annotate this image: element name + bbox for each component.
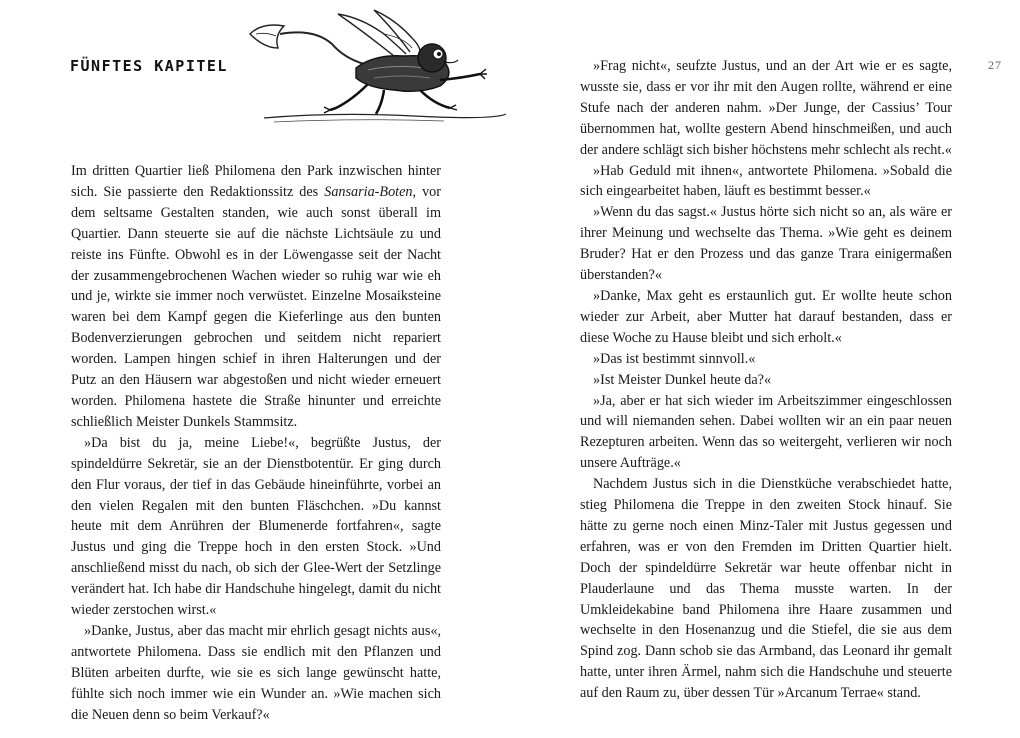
right-page-body-text [580,56,952,704]
paragraph [71,433,441,621]
text-span: »Wenn du das sagst.« Justus hörte sich nicht so an, als wäre er ihrer Meinung und wechselte das Thema. »Wie geht es deinem Bruder? Hat er den Prozess und das ganze Trara einigermaßen überstanden?« [580,204,952,284]
text-span: Nachdem Justus sich in die Dienstküche verabschiedet hatte, stieg Philomena die Treppe in den zweiten Stock hinauf. Sie hätte zu gerne noch einen Minz-Taler mit Justus gegessen und erfahren, was er von den Fremden im Dritten Quartier hielt. Doch der spindeldürre Sekretär war heute offenbar nicht in Plauderlaune und das Thema musste warten. In der Umkleidekabine band Philomena ihre Haare zusammen und wechselte in den Hosenanzug und die Stiefel, die sie aus dem Spind zog. Dann schob sie das Armband, das Leonard ihr gemalt hatte, unter ihren Ärmel, nahm sich die Handschuhe und steuerte auf den Raum zu, über dessen Tür »Arcanum Terrae« stand. [580,476,952,702]
paragraph [580,286,952,349]
page-number: 27 [988,58,1002,72]
left-page-body-text [71,161,441,725]
text-span: »Danke, Max geht es erstaunlich gut. Er wollte heute schon wieder zur Arbeit, aber Mutter hat darauf bestanden, dass er diese Woche zu Hause bleibt und sich erholt.« [580,287,952,346]
paragraph [71,621,441,726]
paragraph [580,56,952,161]
paragraph [580,391,952,475]
text-span: »Frag nicht«, seufzte Justus, und an der Art wie er es sagte, wusste sie, dass er vor ihr mit den Augen rollte, während er eine Stufe nach der anderen nahm. »Der Junge, der Cassius’ Tour übernommen hat, wollte gestern Abend hinschmeißen, und auch der andere schlägt sich bisher höchstens mehr schlecht als recht.« [580,58,952,158]
paragraph [580,202,952,286]
chapter-title: FÜNFTES KAPITEL [70,57,228,75]
paragraph [71,161,441,433]
text-span: »Ist Meister Dunkel heute da?« [593,371,772,388]
text-span: »Da bist du ja, meine Liebe!«, begrüßte Justus, der spindeldürre Sekretär, sie an der Dienstbotentür. Er ging durch den Flur voraus, der tief in das Gebäude hineinführte, vorbei an den vielen Regalen mit den bunten Fläschchen. »Du kannst heute mit dem Anrühren der Blumenerde fortfahren«, sagte Justus und ging die Treppe hoch in den ersten Stock. »Und anschließend misst du nach, ob sich der Glee-Wert der Setzlinge verändert hat. Ich habe dir Handschuhe hingelegt, damit du nicht wieder zerstochen wirst.« [71,434,441,619]
paragraph [580,474,952,704]
text-span: »Danke, Justus, aber das macht mir ehrlich gesagt nichts aus«, antwortete Philomena. Dass sie endlich mit den Pflanzen und Blüten arbeiten durfte, wie sie es sich lange gewünscht hatte, fühlte sich noch immer wie ein Wunder an. »Wie machen sich die Neuen denn so beim Verkauf?« [71,622,441,723]
text-span: , vor dem seltsame Gestalten standen, wie auch sonst überall im Quartier. Dann steuerte sie auf die nächste Lichtsäule zu und reiste ins Fünfte. Obwohl es in der Löwengasse seit der Nacht der zusammengebrochenen Wachen wieder so ruhig war wie eh und je, wirkte sie immer noch verwüstet. Einzelne Mosaiksteine waren bei dem Kampf gegen die Kieferlinge aus den bunten Bodenverzierungen gebrochen und seitdem nicht repariert worden. Lampen hingen schief in ihren Halterungen und der Putz an den Häusern war abgestoßen und nicht wieder erneuert worden. Philomena hastete die Straße hinunter und erreichte schließlich Meister Dunkels Stammsitz. [71,183,441,430]
creature-illustration [244,4,512,128]
text-span: Im dritten Quartier ließ Philomena den Park inzwischen hinter sich. Sie passierte den Redaktionssitz des [71,163,441,200]
text-span: »Hab Geduld mit ihnen«, antwortete Philomena. »Sobald die sich eingearbeitet haben, läuft es bestimmt besser.« [580,162,952,200]
text-span: »Das ist bestimmt sinnvoll.« [593,350,756,367]
italic-text-span: Sansaria-Boten [324,183,413,200]
paragraph [580,161,952,203]
paragraph [580,370,952,391]
right-page [510,0,1020,738]
text-span: »Ja, aber er hat sich wieder im Arbeitszimmer eingeschlossen und will niemanden sehen. Dabei wollten wir an ein paar neuen Rezepturen arbeiten. Wenn das so weitergeht, verlieren wir noch unsere Aufträge.« [580,392,952,472]
paragraph [580,349,952,370]
